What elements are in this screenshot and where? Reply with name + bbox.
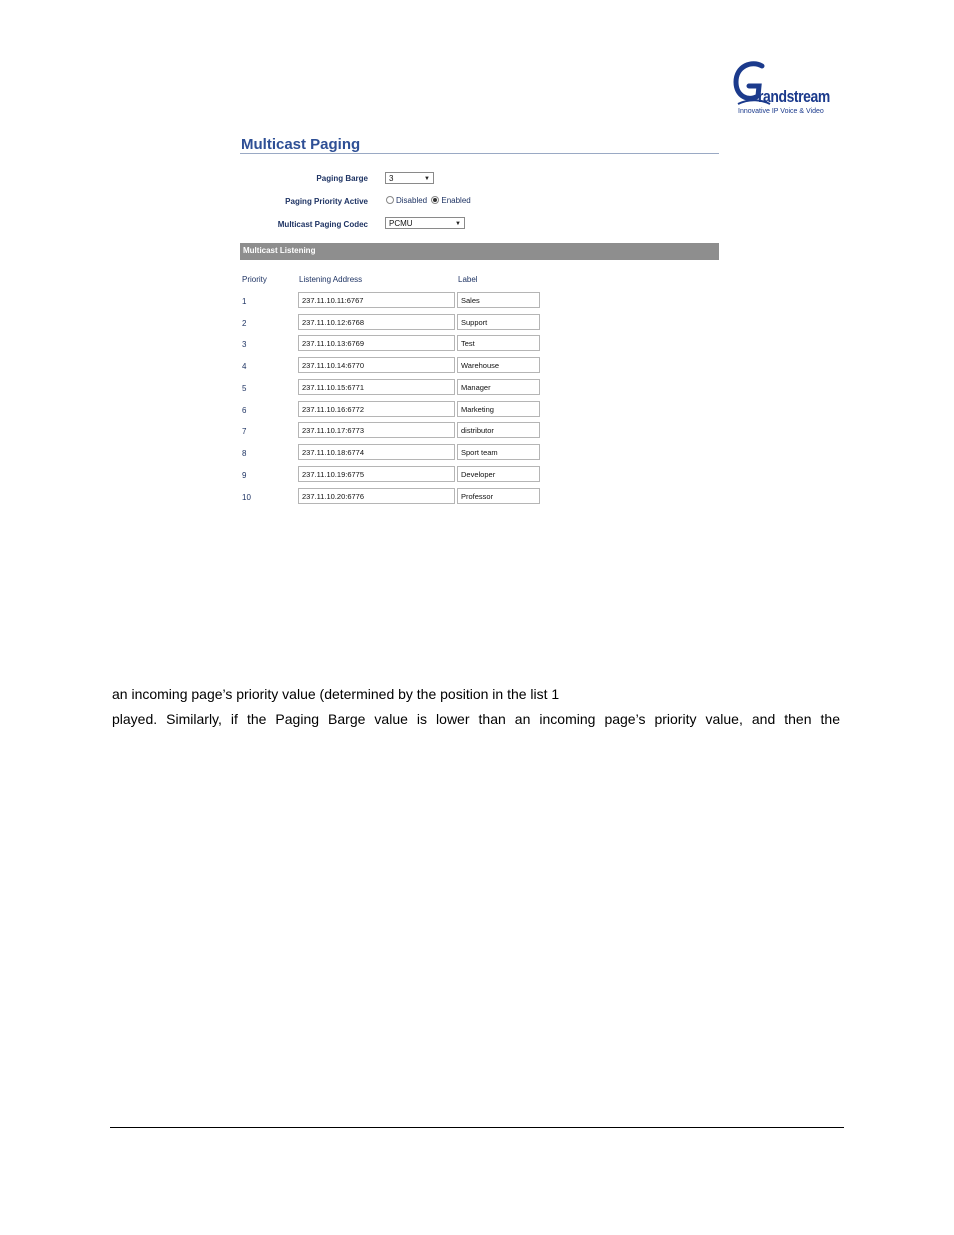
table-row bbox=[240, 488, 720, 505]
multicast-paging-codec-select[interactable] bbox=[385, 217, 465, 229]
multicast-paging-screenshot bbox=[240, 135, 720, 505]
row-priority: 7 bbox=[242, 427, 247, 436]
col-label: Label bbox=[458, 275, 478, 284]
label-input[interactable]: Professor bbox=[457, 488, 540, 504]
row-priority: 5 bbox=[242, 384, 247, 393]
footer-divider bbox=[110, 1127, 844, 1128]
listening-address-input[interactable]: 237.11.10.17:6773 bbox=[298, 422, 455, 438]
listening-address-input[interactable]: 237.11.10.20:6776 bbox=[298, 488, 455, 504]
table-row bbox=[240, 466, 720, 484]
row-priority: 2 bbox=[242, 319, 247, 328]
table-row bbox=[240, 314, 720, 332]
table-row bbox=[240, 292, 720, 310]
listening-address-input[interactable]: 237.11.10.12:6768 bbox=[298, 314, 455, 330]
row-priority: 4 bbox=[242, 362, 247, 371]
table-row bbox=[240, 379, 720, 397]
label-input[interactable]: Manager bbox=[457, 379, 540, 395]
paging-barge-label: Paging Barge bbox=[316, 174, 368, 183]
table-row bbox=[240, 422, 720, 440]
label-input[interactable]: Test bbox=[457, 335, 540, 351]
label-input[interactable]: Developer bbox=[457, 466, 540, 482]
radio-enabled-label: Enabled bbox=[441, 196, 471, 205]
title-divider bbox=[240, 153, 719, 154]
col-priority: Priority bbox=[242, 275, 267, 284]
label-input[interactable]: Sales bbox=[457, 292, 540, 308]
label-input[interactable]: Sport team bbox=[457, 444, 540, 460]
listening-address-input[interactable]: 237.11.10.13:6769 bbox=[298, 335, 455, 351]
listening-address-input[interactable]: 237.11.10.15:6771 bbox=[298, 379, 455, 395]
col-listening-address: Listening Address bbox=[299, 275, 363, 284]
chevron-down-icon: ▼ bbox=[455, 221, 461, 227]
paging-barge-value: 3 bbox=[389, 174, 394, 183]
label-input[interactable]: Support bbox=[457, 314, 540, 330]
logo-tagline: Innovative IP Voice & Video bbox=[738, 108, 824, 115]
label-input[interactable]: Marketing bbox=[457, 401, 540, 417]
chevron-down-icon: ▼ bbox=[424, 176, 430, 182]
codec-value: PCMU bbox=[389, 219, 413, 228]
logo-wordmark: randstream bbox=[758, 87, 830, 106]
label-input[interactable]: Warehouse bbox=[457, 357, 540, 373]
body-text-line-1: an incoming page’s priority value (determined by the position in the list 1 bbox=[112, 686, 560, 702]
listening-address-input[interactable]: 237.11.10.19:6775 bbox=[298, 466, 455, 482]
table-row bbox=[240, 401, 720, 419]
row-priority: 6 bbox=[242, 406, 247, 415]
multicast-listening-header bbox=[240, 243, 719, 260]
listening-address-input[interactable]: 237.11.10.14:6770 bbox=[298, 357, 455, 373]
label-input[interactable]: distributor bbox=[457, 422, 540, 438]
table-row bbox=[240, 444, 720, 462]
row-priority: 10 bbox=[242, 493, 251, 502]
paging-priority-radio-group bbox=[386, 196, 471, 205]
listening-address-input[interactable]: 237.11.10.18:6774 bbox=[298, 444, 455, 460]
listening-address-input[interactable]: 237.11.10.16:6772 bbox=[298, 401, 455, 417]
table-row bbox=[240, 357, 720, 375]
paging-priority-active-label: Paging Priority Active bbox=[285, 197, 368, 206]
row-priority: 1 bbox=[242, 297, 247, 306]
body-text-line-2: played. Similarly, if the Paging Barge value is lower than an incoming page’s priority value, and then the bbox=[112, 711, 840, 727]
section-title: Multicast Listening bbox=[243, 246, 316, 255]
table-row bbox=[240, 335, 720, 353]
row-priority: 8 bbox=[242, 449, 247, 458]
grandstream-logo bbox=[732, 60, 838, 120]
radio-disabled-label: Disabled bbox=[396, 196, 428, 205]
radio-enabled[interactable] bbox=[431, 196, 439, 204]
multicast-paging-codec-label: Multicast Paging Codec bbox=[277, 220, 368, 229]
paging-barge-select[interactable] bbox=[385, 172, 434, 184]
row-priority: 3 bbox=[242, 340, 247, 349]
radio-disabled[interactable] bbox=[386, 196, 394, 204]
panel-title: Multicast Paging bbox=[241, 136, 361, 153]
listening-address-input[interactable]: 237.11.10.11:6767 bbox=[298, 292, 455, 308]
row-priority: 9 bbox=[242, 471, 247, 480]
